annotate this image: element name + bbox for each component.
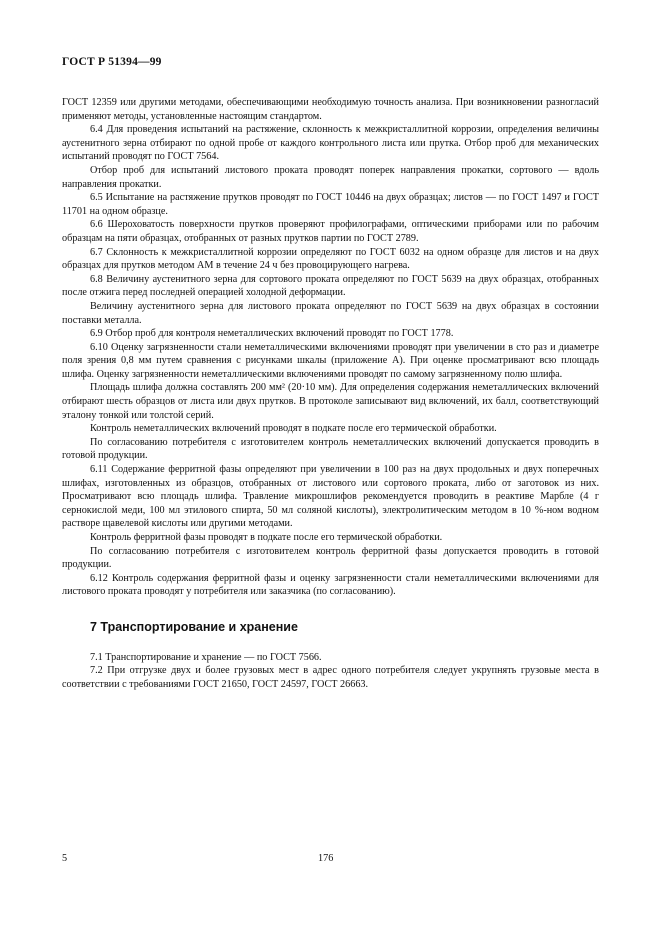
paragraph: 6.5 Испытание на растяжение прутков проводят по ГОСТ 10446 на двух образцах; листов — по ГОСТ 1497 и ГОСТ 11701 на одном образце. <box>62 192 599 217</box>
paragraph: Отбор проб для испытаний листового проката проводят поперек направления прокатки, сортового — вдоль направления прокатки. <box>62 164 599 190</box>
paragraph: 7.1 Транспортирование и хранение — по ГОСТ 7566. <box>90 651 322 663</box>
page-number-left: 5 <box>62 853 68 864</box>
paragraph: 6.11 Содержание ферритной фазы определяют при увеличении в 100 раз на двух продольных и двух поперечных шлифах, изготовленных из образцов, отобранных от листового или сортового проката, либо от заготовок из них. Просматривают всю площадь шлифа. Травление микрошлифов рекомендуется проводить в реактиве Марбле (4 г сернокислой меди, 100 мл этилового спирта, 50 мл соляной кислоты), электролитическим методом в 10 %-ном водном растворе щавелевой кислоты или другими методами. <box>62 464 599 530</box>
section-title: 7 Транспортирование и хранение <box>90 619 298 634</box>
paragraph: Величину аустенитного зерна для листового проката определяют по ГОСТ 5639 на двух образцах в состоянии поставки металла. <box>62 300 599 326</box>
paragraph: 6.9 Отбор проб для контроля неметаллических включений проводят по ГОСТ 1778. <box>90 328 454 340</box>
paragraph: По согласованию потребителя с изготовителем контроль ферритной фазы допускается проводить в готовой продукции. <box>62 545 599 571</box>
paragraph: ГОСТ 12359 или другими методами, обеспечивающими необходимую точность анализа. При возникновении разногласий применяют методы, установленные настоящим стандартом. <box>62 97 599 122</box>
paragraph: 6.12 Контроль содержания ферритной фазы и оценку загрязненности стали неметаллическими включениями для листового проката проводят у потребителя или заказчика (по согласованию). <box>62 572 599 598</box>
document-body <box>62 96 599 691</box>
paragraph: 6.10 Оценку загрязненности стали неметаллическими включениями проводят при увеличении в сто раз и диаметре поля зрения 0,8 мм путем сравнения с рисунками шкалы (приложение А). При оценке просматривают всю площадь шлифа. Оценку загрязненности неметаллическими включениями проводят по самому загрязненному полю шлифа. <box>62 341 599 380</box>
paragraph: 6.4 Для проведения испытаний на растяжение, склонность к межкристаллитной коррозии, определения величины аустенитного зерна отбирают по одной пробе от каждого контрольного листа или прутка. Отбор проб для механических испытаний проводят по ГОСТ 7564. <box>62 124 599 163</box>
paragraph: 6.6 Шероховатость поверхности прутков проверяют профилографами, оптическими приборами или по рабочим образцам на пяти образцах, отобранных от разных прутков партии по ГОСТ 2789. <box>62 219 599 244</box>
paragraph: По согласованию потребителя с изготовителем контроль неметаллических включений допускается проводить в готовой продукции. <box>62 436 599 462</box>
paragraph: 6.7 Склонность к межкристаллитной коррозии определяют по ГОСТ 6032 на одном образце для листов и на двух образцах для прутков методом АМ в течение 24 ч без провоцирующего нагрева. <box>62 246 599 272</box>
page-number-center: 176 <box>318 853 334 864</box>
paragraph: Площадь шлифа должна составлять 200 мм² (20·10 мм). Для определения содержания неметаллических включений отбирают шесть образцов от листа или двух прутков. В протоколе записывают вид включений, их балл, соответствующий эталону тонкой или толстой серий. <box>62 382 599 421</box>
paragraph: Контроль ферритной фазы проводят в подкате после его термической обработки. <box>90 532 443 543</box>
paragraph: Контроль неметаллических включений проводят в подкате после его термической обработки. <box>90 423 497 435</box>
paragraph: 7.2 При отгрузке двух и более грузовых мест в адрес одного потребителя следует укрупнять грузовые места в соответствии с требованиями ГОСТ 21650, ГОСТ 24597, ГОСТ 26663. <box>62 665 599 690</box>
paragraph: 6.8 Величину аустенитного зерна для сортового проката определяют по ГОСТ 5639 на двух образцах, отобранных после отжига перед последней операцией холодной деформации. <box>62 273 599 299</box>
document-header: ГОСТ Р 51394—99 <box>62 56 162 68</box>
